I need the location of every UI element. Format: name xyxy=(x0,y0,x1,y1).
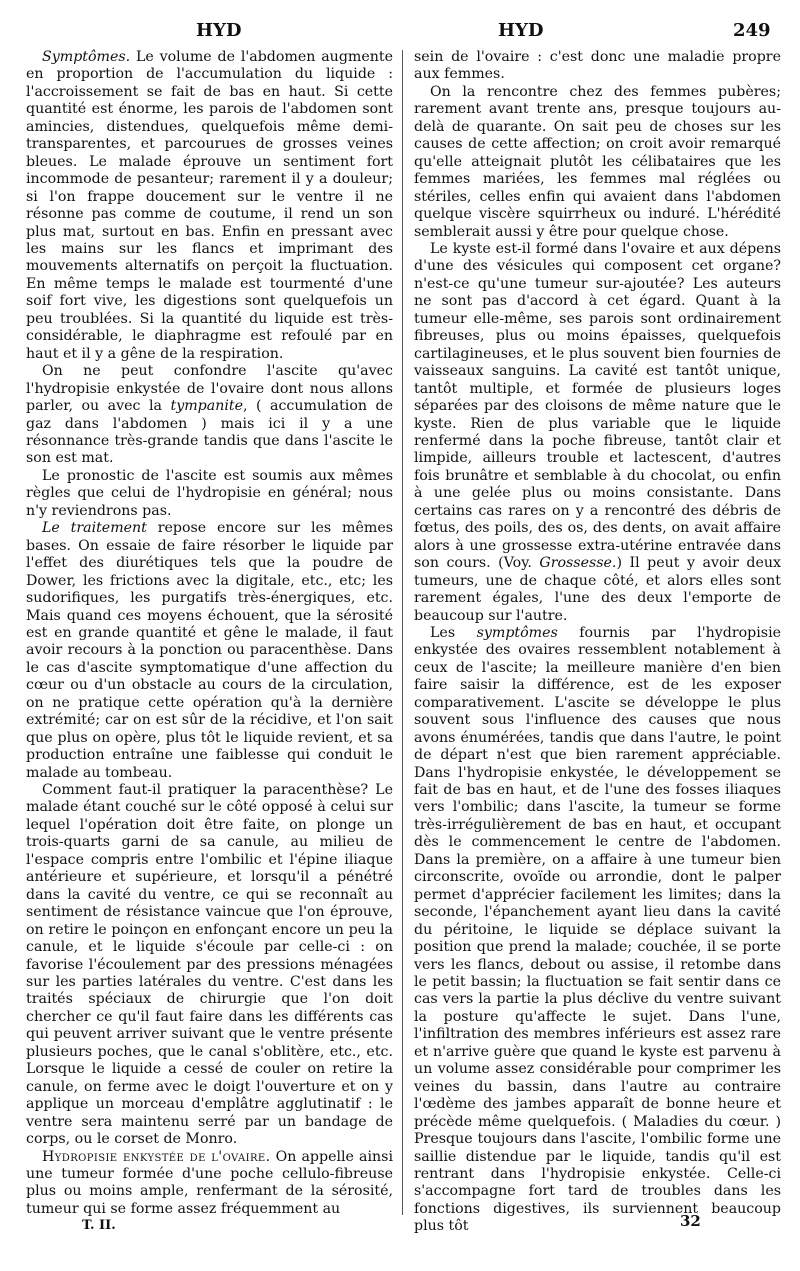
column-divider xyxy=(402,50,403,1215)
cyst-text-a: Le kyste est-il formé dans l'ovaire et aux dépens d'une des vésicules qui composent cet organe? n'est-ce qu'une tumeur sur-ajoutée? Les auteurs ne sont pas d'accord à cet égard. Quant à la tumeur elle-même, ses parois sont ordinairement fibreuses, plus ou moins épaisses, quelquefois cartilagineuses, et le plus souvent bien fournies de vaisseaux sanguins. La cavité est tantôt unique, tantôt multiple, et formée de plusieurs loges séparées par des cloisons de même nature que le kyste. Rien de plus variable que le liquide renfermé dans la poche fibreuse, tantôt clair et limpide, ailleurs trouble et lactescent, d'autres fois brunâtre et semblable à du chocolat, ou enfin à une gelée plus ou moins consistante. Dans certains cas rares on y a rencontré des débris de fœtus, des poils, des os, des dents, on avait affaire alors à une grossesse extra-utérine entravée dans son cours. (Voy. xyxy=(414,240,781,572)
symptoms-text: Le volume de l'abdomen augmente en proportion de l'accumulation du liquide : l'accroissement se fait de bas en haut. Si cette quantité est énorme, les parois de l'abdomen sont amincies, distendues, quelquefois même demi-transparentes, et parcourues de grosses veines bleues. Le malade éprouve un sentiment fort incommode de pesanteur; rarement il y a douleur; si l'on frappe doucement sur le ventre il ne résonne pas comme de coutume, il rend un son plus mat, surtout en bas. Enfin en pressant avec les mains sur les flancs et imprimant des mouvements alternatifs on perçoit la fluctuation. En même temps le malade est tourmenté d'une soif fort vive, les digestions sont quelquefois un peu troublées. Si la quantité du liquide est très-considérable, le diaphragme est refoulé par en haut et il y a gêne de la respiration. xyxy=(26,49,393,362)
treatment-lead: Le traitement xyxy=(42,520,147,537)
symptomes-term: symptômes xyxy=(476,624,558,641)
paragraph-ovarian-symptoms xyxy=(414,625,781,1236)
page-number: 249 xyxy=(733,20,771,41)
tympanite-term: tympanite xyxy=(170,398,243,415)
header-right-word: HYD xyxy=(498,20,544,41)
left-column xyxy=(26,49,393,1218)
diagnosis-text-a: On ne peut confondre l'ascite qu'avec l'hydropisie enkystée de l'ovaire dont nous allons parler, ou avec la xyxy=(26,363,393,415)
ovarian-symptoms-b: fournis par l'hydropisie enkystée des ovaires ressemblent notablement à ceux de l'ascite; la meilleure manière d'en bien faire saisir la différence, est de les exposer comparativement. L'ascite se développe le plus souvent sous l'influence des causes que nous avons énumérées, tandis que dans l'autre, le point de départ n'est que bien rarement appréciable. Dans l'hydropisie enkystée, le développement se fait de bas en haut, et de l'une des fosses iliaques vers l'ombilic; dans l'ascite, la tumeur se forme très-irrégulièrement de bas en haut, et occupant dès le commencement le centre de l'abdomen. Dans la première, on a affaire à une tumeur bien circonscrite, ovoïde ou arrondie, dont le palper permet d'apprécier facilement les limites; dans la seconde, l'épanchement ayant lieu dans la cavité du péritoine, le liquide se déplace suivant la position que prend la malade; couchée, il se porte vers les flancs, debout ou assise, il retombe dans le petit bassin; la fluctuation se fait sentir dans ce cas vers la partie la plus déclive du ventre suivant la posture qu'affecte le sujet. Dans l'une, l'infiltration des membres inférieurs est assez rare et n'arrive guère que quand le kyste est parvenu à un volume assez considérable pour comprimer les veines du bassin, dans l'autre au contraire l'œdème des jambes apparaît de bonne heure et précède même quelquefois. ( Maladies du cœur. ) Presque toujours dans l'ascite, l'ombilic forme une saillie distendue par le liquide, tandis qu'il est rentrant dans l'hydropisie enkystée. Celle-ci s'accompagne fort tard de troubles dans les fonctions digestives, ils surviennent beaucoup plus tôt xyxy=(414,624,782,1235)
paragraph-symptoms xyxy=(26,49,393,363)
paragraph-cyst xyxy=(414,241,781,625)
symptoms-lead: Symptômes. xyxy=(42,49,131,65)
running-header xyxy=(0,20,800,46)
paragraph-continued: sein de l'ovaire : c'est donc une maladie propre aux femmes. xyxy=(414,49,781,83)
ovarian-symptoms-a: Les xyxy=(430,624,456,641)
cyst-text-b: ) Il peut y avoir deux tumeurs, une de chaque côté, et alors elles sont rarement égales, l'une des deux l'emporte de beaucoup sur l'autre. xyxy=(414,555,781,624)
ovarian-dropsy-text: On appelle ainsi une tumeur formée d'une poche cellulo-fibreuse plus ou moins ample, renfermant de la sérosité, tumeur qui se forme assez fréquemment au xyxy=(26,1148,393,1217)
paragraph-treatment xyxy=(26,520,393,782)
signature-mark: 32 xyxy=(680,1212,701,1230)
paragraph-diagnosis xyxy=(26,363,393,468)
ovarian-dropsy-heading: Hydropisie enkystée de l'ovaire. xyxy=(42,1148,271,1165)
treatment-text: repose encore sur les mêmes bases. On essaie de faire résorber le liquide par l'effet des diurétiques tels que la poudre de Dower, les frictions avec la digitale, etc., etc; les sudorifiques, les purgatifs très-énergiques, etc. Mais quand ces moyens échouent, que la sérosité est en grande quantité et gêne le malade, il faut avoir recours à la ponction ou paracenthèse. Dans le cas d'ascite symptomatique d'une affection du cœur ou d'un obstacle au cours de la circulation, on ne pratique cette opération qu'à la dernière extrémité; car on est sûr de la récidive, et l'on sait que plus on opère, plus tôt le liquide revient, et sa production entraîne une faiblesse qui conduit le malade au tombeau. xyxy=(26,520,393,781)
paragraph-paracentesis: Comment faut-il pratiquer la paracenthèse? Le malade étant couché sur le côté opposé à celui sur lequel l'opération doit être faite, on plonge un trois-quarts garni de sa canule, au milieu de l'espace compris entre l'ombilic et l'épine iliaque antérieure et supérieure, et lorsqu'il a pénétré dans la cavité du ventre, ce qui se reconnaît au sentiment de résistance vaincue que l'on éprouve, on retire le poinçon en enfonçant encore un peu la canule, et le liquide s'écoule par celle-ci : on favorise l'écoulement par des pressions ménagées sur les parties latérales du ventre. C'est dans les traités spéciaux de chirurgie que l'on doit chercher ce qu'il faut faire dans les différents cas qui peuvent arriver suivant que le ventre présente plusieurs poches, que le canal s'oblitère, etc., etc. Lorsque le liquide a cessé de couler on retire la canule, on ferme avec le doigt l'ouverture et on y applique un morceau d'emplâtre agglutinatif : le ventre sera maintenu serré par un bandage de corps, ou le corset de Monro. xyxy=(26,782,393,1148)
paragraph-ovarian-dropsy xyxy=(26,1149,393,1219)
paragraph-causes: On la rencontre chez des femmes pubères; rarement avant trente ans, presque toujours au-delà de quarante. On sait peu de choses sur les causes de cette affection; on croit avoir remarqué qu'elle atteignait plutôt les célibataires que les femmes mariées, les femmes mal réglées ou stériles, celles enfin qui avaient dans l'abdomen quelque viscère squirrheux ou induré. L'hérédité semblerait aussi y être pour quelque chose. xyxy=(414,83,781,240)
diagnosis-text-b: , ( accumulation de gaz dans l'abdomen ) mais ici il y a une résonnance très-grande tandis que dans l'ascite le son est mat. xyxy=(26,398,394,467)
right-column xyxy=(414,49,781,1236)
grossesse-ref: Grossesse. xyxy=(539,555,617,572)
volume-mark: T. II. xyxy=(82,1218,116,1233)
paragraph-prognosis: Le pronostic de l'ascite est soumis aux mêmes règles que celui de l'hydropisie en général; nous n'y reviendrons pas. xyxy=(26,467,393,519)
header-left-word: HYD xyxy=(196,20,242,41)
